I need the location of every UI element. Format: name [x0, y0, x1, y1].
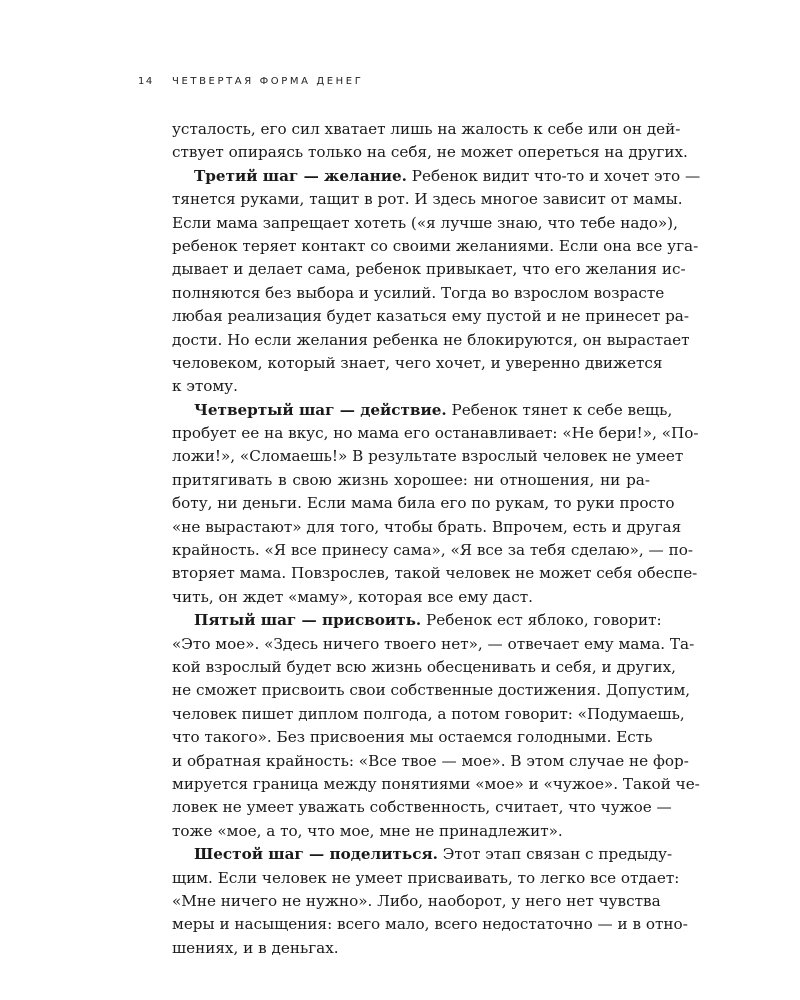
text-line: полняются без выбора и усилий. Тогда во взрослом возрасте: [172, 283, 665, 302]
text-line: мируется граница между понятиями «мое» и «чужое». Такой че-: [172, 774, 700, 793]
text-line: усталость, его сил хватает лишь на жалость к себе или он дей-: [172, 120, 681, 138]
text-line: Если мама запрещает хотеть («я лучше знаю, что тебе надо»),: [172, 213, 678, 232]
text-line: ложи!», «Сломаешь!» В результате взрослый человек не умеет: [172, 447, 684, 466]
text-line: притягивать в свою жизнь хорошее: ни отношения, ни ра-: [172, 470, 650, 489]
step-heading: Пятый шаг — присвоить.: [194, 611, 422, 630]
text-line: вторяет мама. Повзрослев, такой человек не может себя обеспе-: [172, 564, 698, 583]
text-line: меры и насыщения: всего мало, всего недостаточно — и в отно-: [172, 915, 688, 934]
text-line: человеком, который знает, чего хочет, и уверенно движется: [172, 353, 663, 372]
text-line: ребенок теряет контакт со своими желаниями. Если она все уга-: [172, 236, 699, 255]
text-line: «не вырастают» для того, чтобы брать. Впрочем, есть и другая: [172, 517, 682, 536]
text-line: щим. Если человек не умеет присваивать, то легко все отдает:: [172, 868, 680, 887]
text-line: ловек не умеет уважать собственность, считает, что чужое —: [172, 798, 672, 817]
page-number: 14: [138, 76, 154, 87]
text-line: Третий шаг — желание. Ребенок видит что-то и хочет это —: [194, 166, 701, 185]
text-line: кой взрослый будет всю жизнь обесценивать и себя, и других,: [172, 657, 676, 676]
step-heading: Третий шаг — желание.: [194, 166, 407, 185]
text-line: любая реализация будет казаться ему пустой и не принесет ра-: [172, 307, 689, 326]
text-line: Шестой шаг — поделиться. Этот этап связан с предыду-: [194, 845, 673, 864]
text-line: тянется руками, тащит в рот. И здесь многое зависит от мамы.: [172, 190, 683, 209]
running-title: ЧЕТВЕРТАЯ ФОРМА ДЕНЕГ: [172, 76, 364, 87]
running-header: [138, 76, 363, 87]
step-heading: Четвертый шаг — действие.: [194, 400, 447, 419]
text-line: «Это мое». «Здесь ничего твоего нет», — отвечает ему мама. Та-: [172, 634, 695, 653]
text-line: дывает и делает сама, ребенок привыкает, что его желания ис-: [172, 260, 686, 279]
text-line: Четвертый шаг — действие. Ребенок тянет к себе вещь,: [194, 400, 673, 419]
text-line: чить, он ждет «маму», которая все ему даст.: [172, 587, 533, 606]
text-line: Пятый шаг — присвоить. Ребенок ест яблоко, говорит:: [194, 611, 662, 630]
text-line: «Мне ничего не нужно». Либо, наоборот, у него нет чувства: [172, 891, 661, 910]
text-line: и обратная крайность: «Все твое — мое». В этом случае не фор-: [172, 751, 689, 770]
text-line: боту, ни деньги. Если мама била его по рукам, то руки просто: [172, 494, 675, 513]
text-line: пробует ее на вкус, но мама его останавливает: «Не бери!», «По-: [172, 424, 699, 443]
text-line: дости. Но если желания ребенка не блокируются, он вырастает: [172, 330, 690, 349]
text-line: к этому.: [172, 377, 238, 396]
text-line: ствует опираясь только на себя, не может опереться на других.: [172, 143, 688, 162]
text-line: человек пишет диплом полгода, а потом говорит: «Подумаешь,: [172, 704, 685, 723]
step-heading: Шестой шаг — поделиться.: [194, 845, 438, 864]
text-line: тоже «мое, а то, что мое, мне не принадлежит».: [172, 821, 563, 840]
text-line: крайность. «Я все принесу сама», «Я все за тебя сделаю», — по-: [172, 541, 693, 560]
text-line: шениях, и в деньгах.: [172, 938, 339, 957]
text-line: не сможет присвоить свои собственные достижения. Допустим,: [172, 681, 691, 700]
body-text: [172, 118, 701, 960]
text-line: что такого». Без присвоения мы остаемся голодными. Есть: [172, 728, 653, 747]
